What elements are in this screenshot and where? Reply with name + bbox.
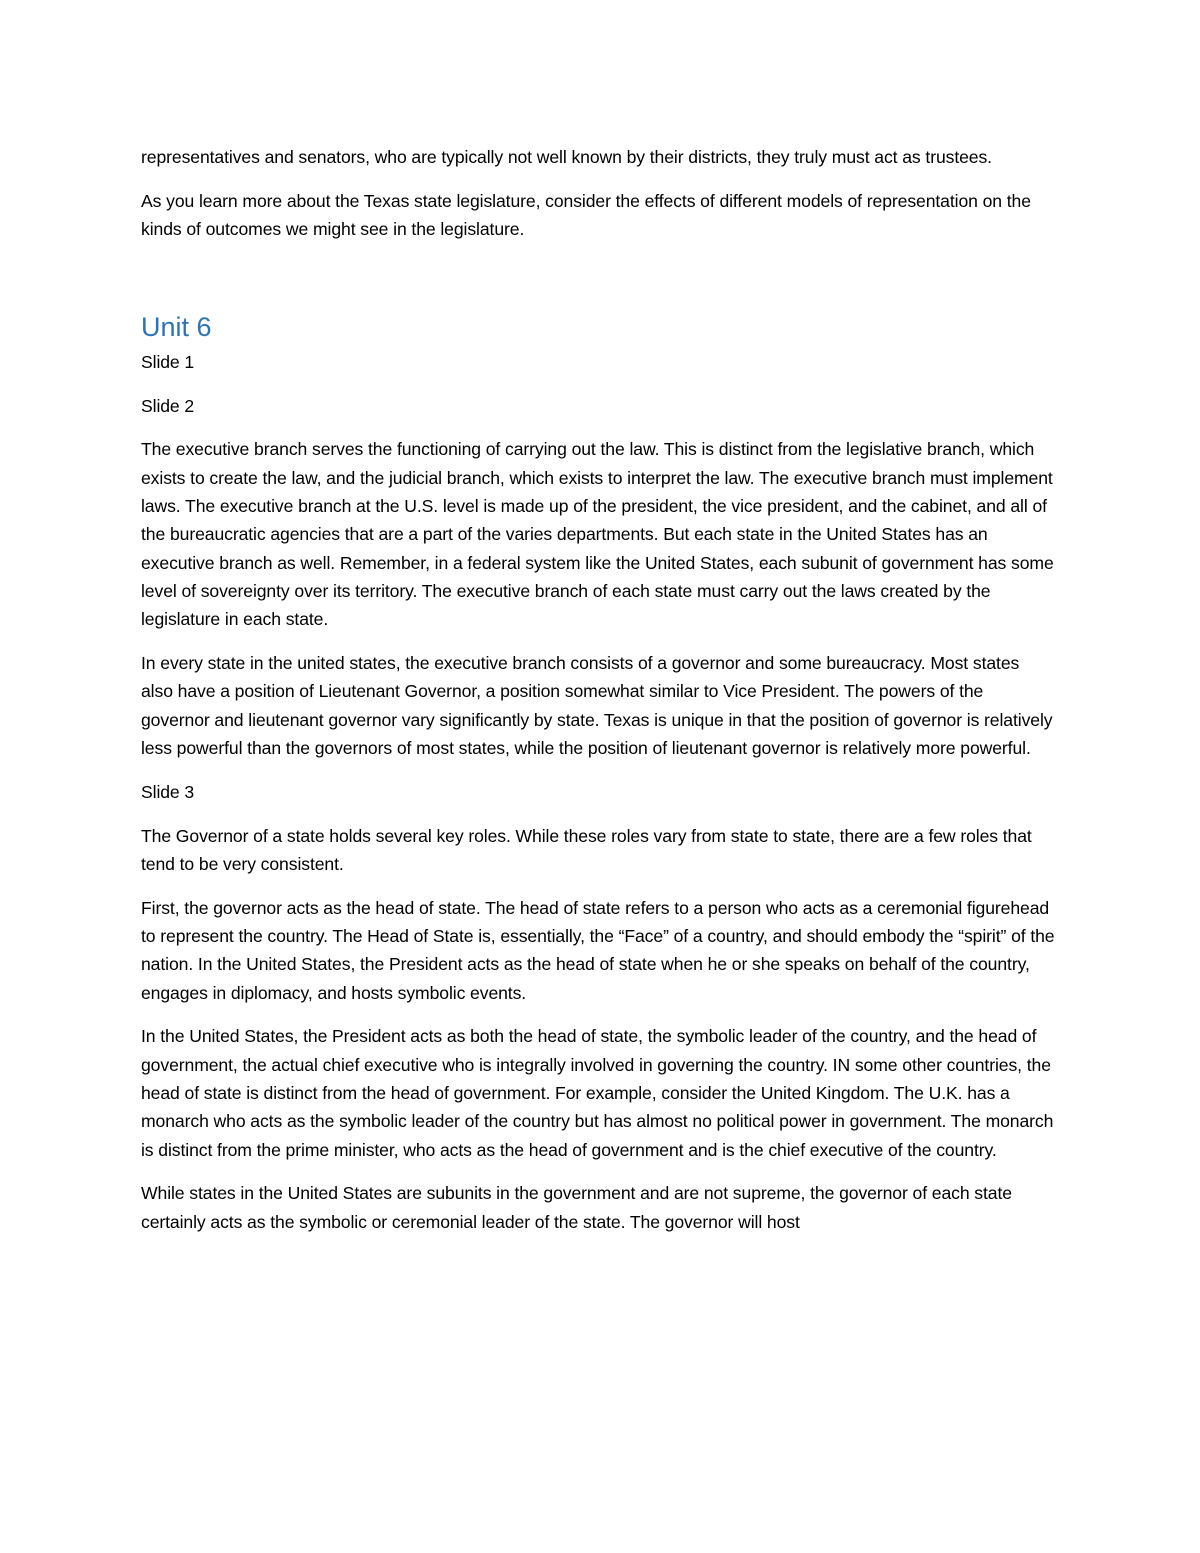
slide-3-label: Slide 3 xyxy=(141,781,195,802)
paragraph-head-of-state: First, the governor acts as the head of state. The head of state refers to a person who acts as a ceremonial figurehead to represent the country. The Head of State is, essentially, the “Face” of a country, and should embody the “spirit” of the nation. In the United States, the President acts as the head of state when he or she speaks on behalf of the country, engages in diplomacy, and hosts symbolic events. xyxy=(141,897,1055,1003)
paragraph-state-executive: In every state in the united states, the executive branch consists of a governor and some bureaucracy. Most states also have a position of Lieutenant Governor, a position somewhat similar to Vice President. The powers of the governor and lieutenant governor vary significantly by state. Texas is unique in that the position of governor is relatively less powerful than the governors of most states, while the position of lieutenant governor is relatively more powerful. xyxy=(141,653,1053,758)
slide-2-label: Slide 2 xyxy=(141,395,195,416)
paragraph-texas-legislature: As you learn more about the Texas state legislature, consider the effects of different models of representation on the kinds of outcomes we might see in the legislature. xyxy=(141,190,1031,240)
unit-heading: Unit 6 xyxy=(141,311,212,342)
paragraph-representatives-trustees: representatives and senators, who are typically not well known by their districts, they truly must act as trustees. xyxy=(141,147,992,167)
paragraph-head-of-government: In the United States, the President acts as both the head of state, the symbolic leader of the country, and the head of government, the actual chief executive who is integrally involved in governing the country. IN some other countries, the head of state is distinct from the head of government. For example, consider the United Kingdom. The U.K. has a monarch who acts as the symbolic leader of the country but has almost no political power in government. The monarch is distinct from the prime minister, who acts as the head of government and is the chief executive of the country. xyxy=(141,1026,1054,1160)
paragraph-executive-branch: The executive branch serves the functioning of carrying out the law. This is distinct from the legislative branch, which exists to create the law, and the judicial branch, which exists to interpret the law. The executive branch must implement laws. The executive branch at the U.S. level is made up of the president, the vice president, and the cabinet, and all of the bureaucratic agencies that are a part of the varies departments. But each state in the United States has an executive branch as well. Remember, in a federal system like the United States, each subunit of government has some level of sovereignty over its territory. The executive branch of each state must carry out the laws created by the legislature in each state. xyxy=(141,439,1054,630)
section-spacer xyxy=(141,259,1055,310)
paragraph-governor-roles: The Governor of a state holds several key roles. While these roles vary from state to state, there are a few roles that tend to be very consistent. xyxy=(141,825,1032,874)
slide-1-label: Slide 1 xyxy=(141,351,195,372)
paragraph-state-governor: While states in the United States are subunits in the government and are not supreme, the governor of each state certainly acts as the symbolic or ceremonial leader of the state. The governor will host xyxy=(141,1183,1012,1232)
